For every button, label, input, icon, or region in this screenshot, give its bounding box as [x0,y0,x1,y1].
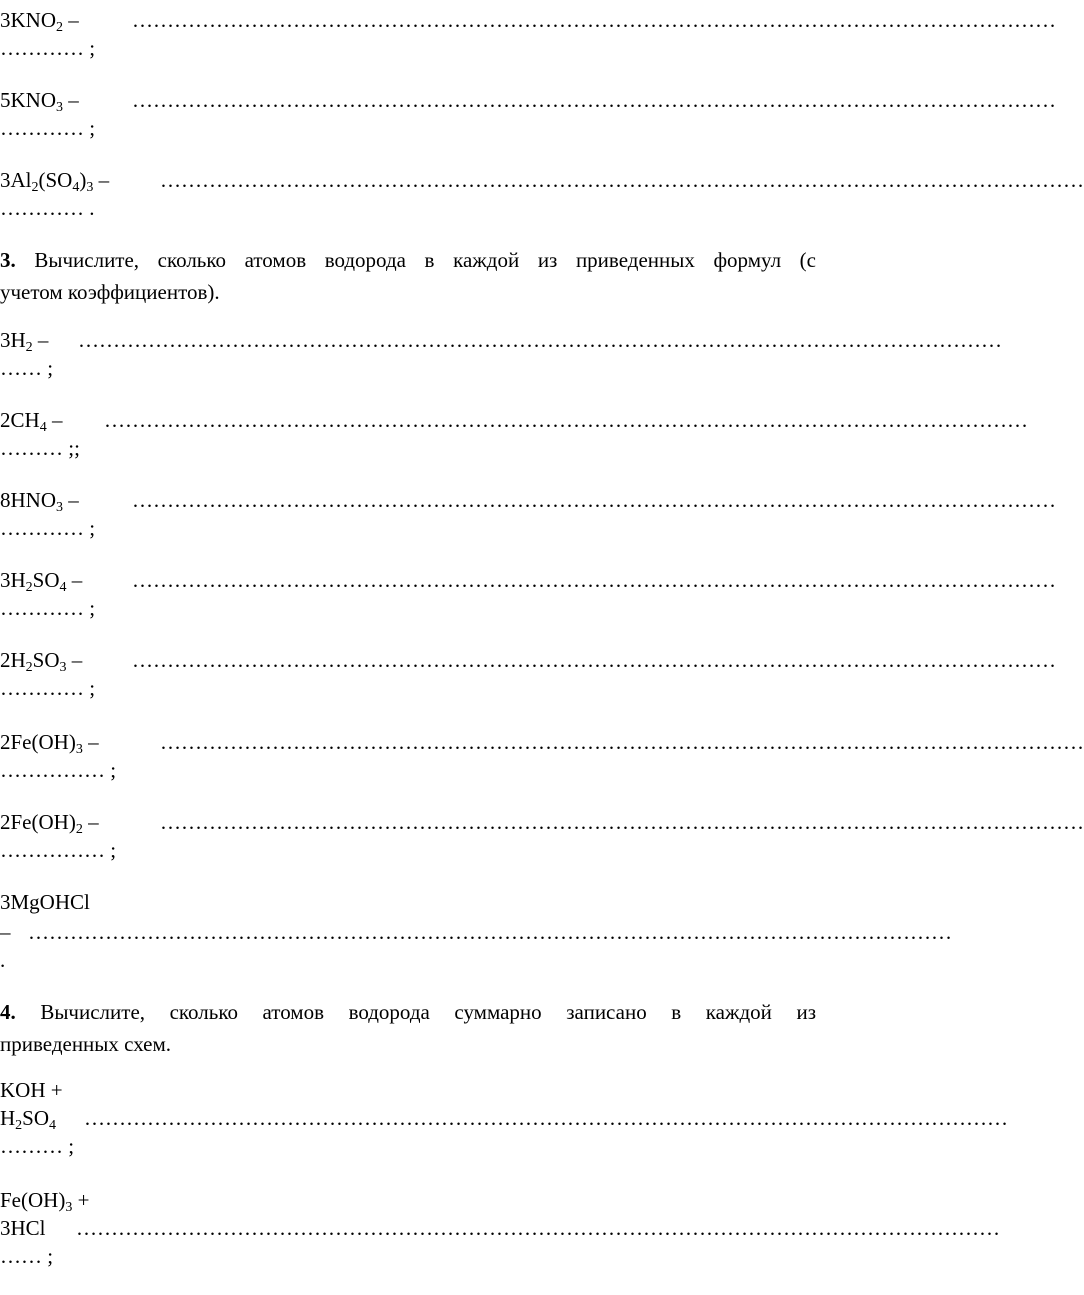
task3-item [0,730,1084,757]
task3-text-line2: учетом коэффициентов). [0,280,220,304]
answer-tail: …………… ; [0,758,117,782]
answer-dots: …………………………………………………………………………………………………………………… [132,88,1056,112]
answer-dots: …………………………………………………………………………………………………………………… [28,920,952,944]
task3-item [0,810,1084,837]
formula-kno2: $3KNO_2$ – [0,8,79,35]
answer-dots: …………………………………………………………………………………………………………………… [160,730,1084,754]
answer-tail: ………… ; [0,676,96,700]
task4-text-line2: приведенных схем. [0,1032,172,1056]
formula-kno3: $5KNO_3$ – [0,88,79,115]
formula-2ch4: $2CH_4$ – [0,408,63,435]
answer-tail: ………… . [0,196,95,220]
task3-instruction [0,244,816,308]
formula-2h2so3: $2H_2SO_3$ – [0,648,83,675]
task4-number: 4. [0,1000,16,1024]
task3-number: 3. [0,248,16,272]
task3-item [0,408,1028,435]
answer-dots: …………………………………………………………………………………………………………………… [160,810,1084,834]
dash: – [0,920,11,944]
answer-tail: . [0,948,6,972]
task3-item [0,488,1056,515]
answer-tail: …… ; [0,356,54,380]
scheme2-line1: $Fe(OH)_3$ + [0,1188,90,1215]
task3-item [0,648,1056,675]
formula-3h2so4: $3H_2SO_4$ – [0,568,83,595]
task3-item [0,920,952,944]
answer-dots: …………………………………………………………………………………………………………………… [132,8,1056,32]
answer-tail: ………… ; [0,36,96,60]
answer-tail: ………… ; [0,596,96,620]
answer-tail: ……… ; [0,1134,75,1158]
task4-text-line1: Вычислите, сколько атомов водорода суммарно записано в каждой из [15,1000,816,1024]
formula-2feoh2: $2Fe(OH)_2$ – [0,810,99,837]
answer-dots: …………………………………………………………………………………………………………………… [78,328,1002,352]
answer-dots: …………………………………………………………………………………………………………………… [132,568,1056,592]
task4-instruction [0,996,816,1060]
answer-tail: ………… ; [0,116,96,140]
answer-tail: ……… ;; [0,436,80,460]
formula-8hno3: $8HNO_3$ – [0,488,79,515]
kno2-row [0,8,1056,35]
scheme1-row [0,1106,1008,1133]
al2so43-row [0,168,1084,195]
scheme1-line1: KOH + [0,1078,63,1102]
answer-dots: …………………………………………………………………………………………………………………… [132,488,1056,512]
task3-text-line1: Вычислите, сколько атомов водорода в каждой из приведенных формул (с [15,248,816,272]
formula-3hcl: 3HCl [0,1216,46,1240]
answer-tail: ………… ; [0,516,96,540]
answer-dots: …………………………………………………………………………………………………………………… [132,648,1056,672]
formula-h2so4: $H_2SO_4$ [0,1106,57,1133]
answer-tail: …… ; [0,1244,54,1268]
task3-item [0,568,1056,595]
answer-tail: …………… ; [0,838,117,862]
formula-3h2: $3H_2$ – [0,328,49,355]
answer-dots: …………………………………………………………………………………………………………………… [84,1106,1008,1130]
scheme2-row [0,1216,1000,1240]
kno3-row [0,88,1056,115]
answer-dots: …………………………………………………………………………………………………………………… [160,168,1084,192]
answer-dots: …………………………………………………………………………………………………………………… [104,408,1028,432]
formula-2feoh3: $2Fe(OH)_3$ – [0,730,99,757]
formula-al2so43: $3Al_2(SO_4)_3$ – [0,168,110,195]
task3-item [0,328,1002,355]
answer-dots: …………………………………………………………………………………………………………………… [76,1216,1000,1240]
formula-3mgohcl: 3MgOHCl [0,890,90,914]
